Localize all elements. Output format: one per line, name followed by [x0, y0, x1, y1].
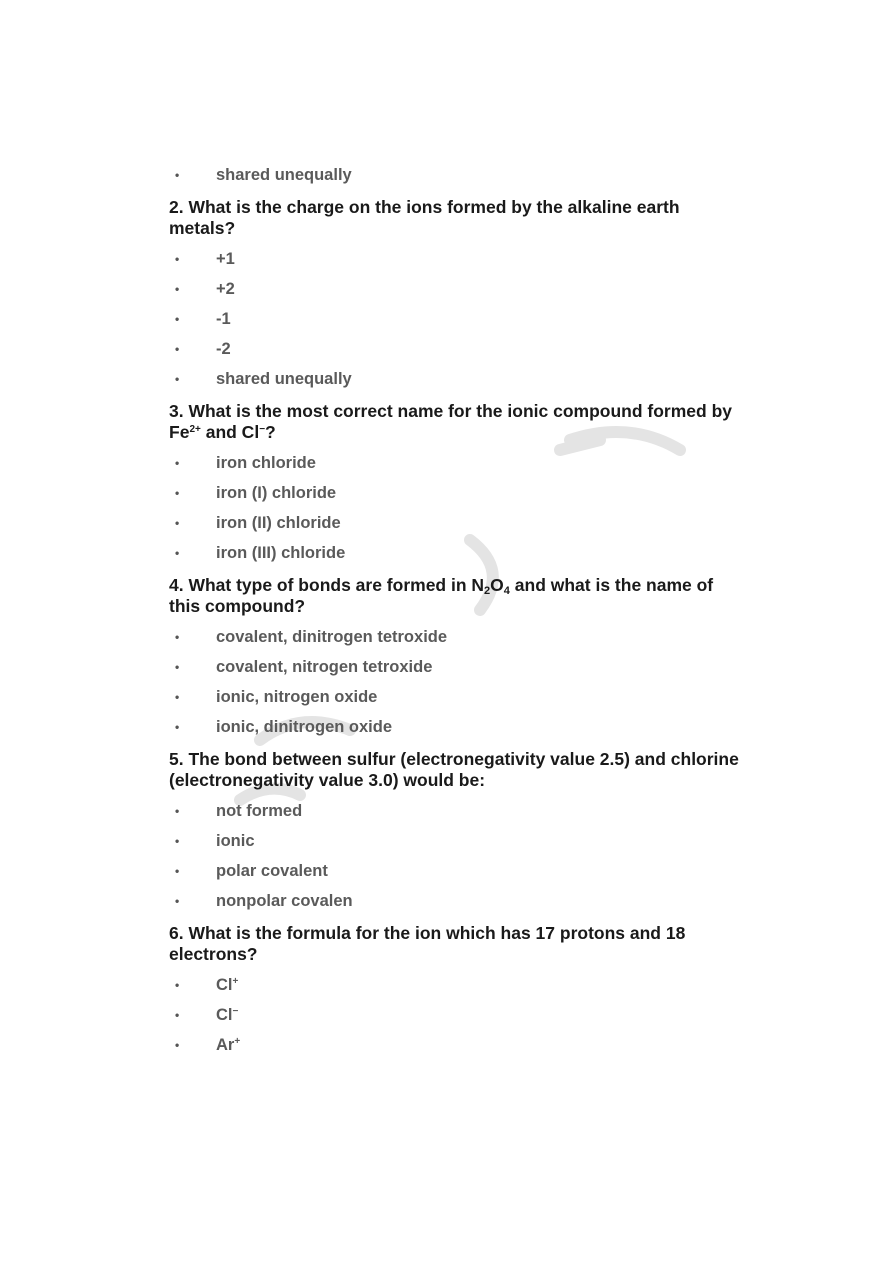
- bullet-icon: •: [175, 864, 180, 878]
- bullet-icon: •: [175, 690, 180, 704]
- bullet-icon: •: [175, 312, 180, 326]
- bullet-icon: •: [175, 516, 180, 530]
- list-item: [169, 367, 749, 397]
- option-text: -2: [216, 340, 231, 358]
- list-item: [169, 451, 749, 481]
- bullet-icon: •: [175, 372, 180, 386]
- option-text: iron (II) chloride: [216, 514, 341, 532]
- option-text: covalent, dinitrogen tetroxide: [216, 628, 448, 646]
- option-text: -1: [216, 310, 231, 328]
- list-item: [169, 715, 749, 745]
- bullet-icon: •: [175, 282, 180, 296]
- list-item: [169, 1033, 749, 1063]
- bullet-icon: •: [175, 720, 180, 734]
- question-5: 5. The bond between sulfur (electronegativity value 2.5) and chlorine (electronegativity value 3.0) would be:: [169, 749, 739, 790]
- list-item: [169, 337, 749, 367]
- list-item: [169, 973, 749, 1003]
- list-item: [169, 1003, 749, 1033]
- bullet-icon: •: [175, 804, 180, 818]
- option-text: shared unequally: [216, 370, 352, 388]
- option-text: Ar+: [216, 1036, 241, 1054]
- option-text: covalent, nitrogen tetroxide: [216, 658, 433, 676]
- option-text: nonpolar covalen: [216, 892, 353, 910]
- bullet-icon: •: [175, 456, 180, 470]
- question-4: 4. What type of bonds are formed in $N_2O_4$ and what is the name of this compound?: [169, 575, 714, 616]
- bullet-icon: •: [175, 894, 180, 908]
- list-item: [169, 481, 749, 511]
- list-item: [169, 829, 749, 859]
- list-item: [169, 655, 749, 685]
- bullet-icon: •: [175, 978, 180, 992]
- bullet-icon: •: [175, 834, 180, 848]
- option-text: shared unequally: [216, 166, 352, 184]
- bullet-icon: •: [175, 630, 180, 644]
- list-item: [169, 511, 749, 541]
- list-item: [169, 163, 749, 193]
- option-text: iron (I) chloride: [216, 484, 337, 502]
- option-text: not formed: [216, 802, 303, 820]
- list-item: [169, 307, 749, 337]
- list-item: [169, 859, 749, 889]
- bullet-icon: •: [175, 486, 180, 500]
- option-text: +2: [216, 280, 235, 298]
- option-text: ionic: [216, 832, 255, 850]
- list-item: [169, 799, 749, 829]
- question-2: 2. What is the charge on the ions formed by the alkaline earth metals?: [169, 197, 680, 238]
- list-item: [169, 541, 749, 571]
- list-item: [169, 247, 749, 277]
- bullet-icon: •: [175, 252, 180, 266]
- bullet-icon: •: [175, 1008, 180, 1022]
- list-item: [169, 277, 749, 307]
- bullet-icon: •: [175, 168, 180, 182]
- list-item: [169, 889, 749, 919]
- option-text: polar covalent: [216, 862, 328, 880]
- question-3: 3. What is the most correct name for the ionic compound formed by $Fe^{2+}$ and Cl−?: [169, 401, 732, 442]
- option-text: Cl+: [216, 976, 239, 994]
- option-text: iron (III) chloride: [216, 544, 346, 562]
- quiz-content: [169, 163, 749, 1063]
- list-item: [169, 685, 749, 715]
- bullet-icon: •: [175, 660, 180, 674]
- question-6: 6. What is the formula for the ion which has 17 protons and 18 electrons?: [169, 923, 686, 964]
- list-item: [169, 625, 749, 655]
- option-text: ionic, dinitrogen oxide: [216, 718, 393, 736]
- bullet-icon: •: [175, 546, 180, 560]
- option-text: ionic, nitrogen oxide: [216, 688, 378, 706]
- option-text: +1: [216, 250, 235, 268]
- option-text: iron chloride: [216, 454, 316, 472]
- option-text: Cl−: [216, 1006, 239, 1024]
- bullet-icon: •: [175, 342, 180, 356]
- bullet-icon: •: [175, 1038, 180, 1052]
